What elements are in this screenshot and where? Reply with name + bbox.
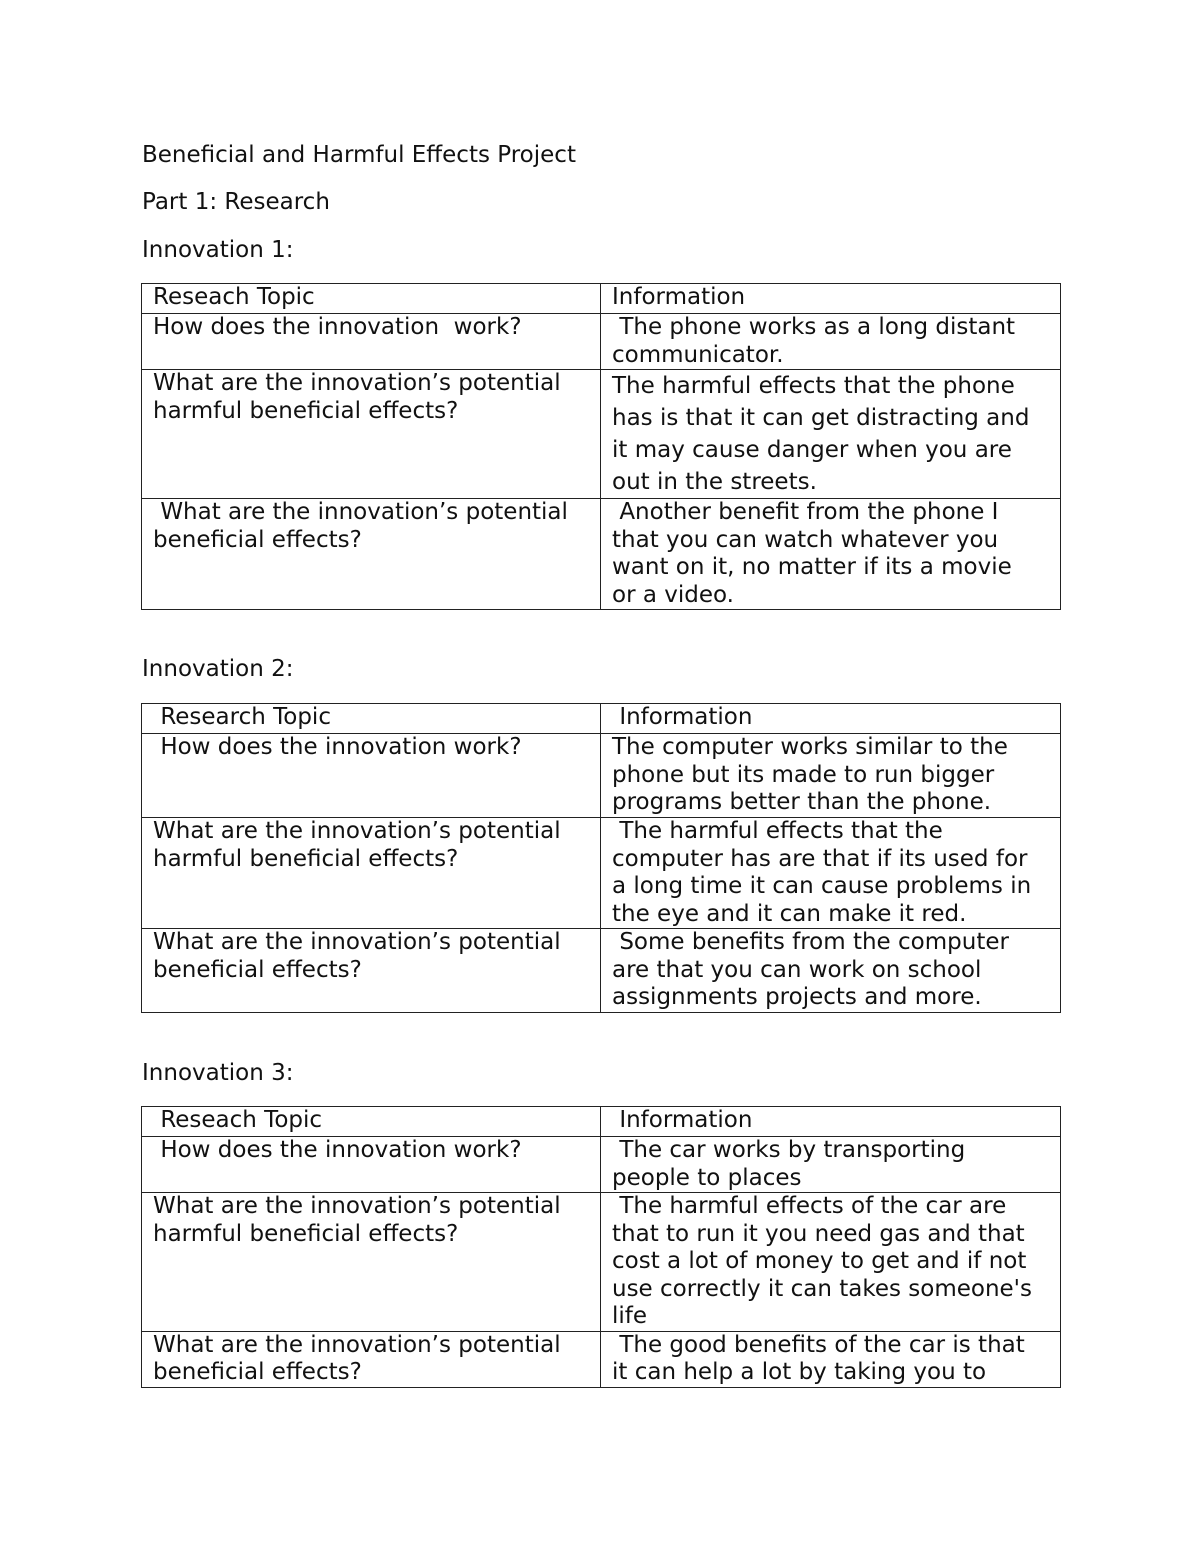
information-cell: The computer works similar to the phone but its made to run bigger programs better than the phone.: [601, 734, 1061, 818]
table-header-row: [142, 1107, 1061, 1137]
information-cell: Some benefits from the computer are that you can work on school assignments projects and more.: [601, 929, 1061, 1013]
information-cell: The good benefits of the car is that it can help a lot by taking you to: [601, 1331, 1061, 1387]
topic-cell: What are the innovation’s potential beneficial effects?: [142, 1331, 601, 1387]
part-heading: Part 1: Research: [142, 189, 330, 215]
table-row: [142, 1137, 1061, 1193]
table-row: [142, 1193, 1061, 1332]
table-row: [142, 1331, 1061, 1387]
topic-cell: How does the innovation work?: [142, 1137, 601, 1193]
information-cell: The phone works as a long distant communicator.: [601, 314, 1061, 370]
innovation-2-table: [141, 703, 1061, 1013]
information-cell: Another benefit from the phone I that you can watch whatever you want on it, no matter if its a movie or a video.: [601, 499, 1061, 610]
innovation-3-table: [141, 1106, 1061, 1388]
table-row: [142, 370, 1061, 499]
header-information: Information: [601, 1107, 1061, 1137]
table-row: [142, 499, 1061, 610]
information-cell: The car works by transporting people to places: [601, 1137, 1061, 1193]
table-row: [142, 314, 1061, 370]
information-cell: The harmful effects that the computer has are that if its used for a long time it can cause problems in the eye and it can make it red.: [601, 818, 1061, 929]
topic-cell: What are the innovation’s potential harmful beneficial effects?: [142, 1193, 601, 1332]
table-row: [142, 929, 1061, 1013]
information-cell: The harmful effects that the phone has is that it can get distracting and it may cause danger when you are out in the streets.: [601, 370, 1061, 499]
header-research-topic: Reseach Topic: [142, 284, 601, 314]
topic-cell: What are the innovation’s potential beneficial effects?: [142, 929, 601, 1013]
table-row: [142, 818, 1061, 929]
topic-cell: What are the innovation’s potential beneficial effects?: [142, 499, 601, 610]
innovation-2-heading: Innovation 2:: [142, 656, 294, 682]
header-information: Information: [601, 284, 1061, 314]
document-title: Beneficial and Harmful Effects Project: [142, 142, 576, 168]
information-cell: The harmful effects of the car are that to run it you need gas and that cost a lot of money to get and if not use correctly it can takes someone's life: [601, 1193, 1061, 1332]
table-header-row: [142, 704, 1061, 734]
topic-cell: How does the innovation work?: [142, 314, 601, 370]
topic-cell: How does the innovation work?: [142, 734, 601, 818]
innovation-1-heading: Innovation 1:: [142, 237, 294, 263]
innovation-3-heading: Innovation 3:: [142, 1060, 294, 1086]
topic-cell: What are the innovation’s potential harmful beneficial effects?: [142, 370, 601, 499]
header-information: Information: [601, 704, 1061, 734]
topic-cell: What are the innovation’s potential harmful beneficial effects?: [142, 818, 601, 929]
header-research-topic: Reseach Topic: [142, 1107, 601, 1137]
table-row: [142, 734, 1061, 818]
innovation-1-table: [141, 283, 1061, 610]
header-research-topic: Research Topic: [142, 704, 601, 734]
table-header-row: [142, 284, 1061, 314]
